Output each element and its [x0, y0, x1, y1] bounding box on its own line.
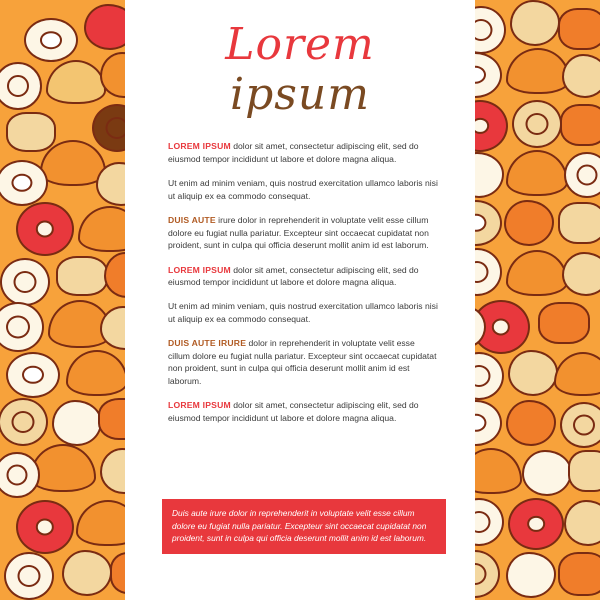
pastry-roll-icon — [56, 256, 108, 296]
paragraph — [168, 264, 438, 289]
footer-text: Duis aute irure dolor in reprehenderit in voluptate velit esse cillum dolore eu fugiat nulla pariatur. Excepteur sint occaecat cupidatat non proident, sunt in culpa qui officia deserunt mollit anim id est laborum. — [172, 508, 427, 544]
paragraph-lead: DUIS AUTE IRURE — [168, 338, 247, 349]
page-title-line-1: Lorem — [225, 19, 375, 70]
content-column — [150, 0, 450, 600]
pastry-swirl-icon — [0, 258, 50, 306]
paragraph — [168, 177, 438, 202]
pastry-roll-icon — [558, 202, 600, 244]
pastry-roll-icon — [6, 112, 56, 152]
paragraph-text: dolor sit amet, consectetur adipiscing elit, sed do eiusmod tempor incididunt ut labore et dolore magna aliqua. — [168, 264, 419, 287]
pastry-donut-icon — [508, 498, 564, 550]
pastry-roll-icon — [560, 104, 600, 146]
pastry-border-right-inner-edge — [450, 0, 475, 600]
pastry-border-left-inner-edge — [125, 0, 150, 600]
pastry-swirl-icon — [4, 552, 54, 600]
pastry-bun-icon — [504, 200, 554, 246]
paragraph-text: dolor sit amet, consectetur adipiscing elit, sed do eiusmod tempor incididunt ut labore et dolore magna aliqua. — [168, 400, 419, 423]
pastry-bun-icon — [522, 450, 572, 496]
paragraph-text: dolor sit amet, consectetur adipiscing elit, sed do eiusmod tempor incididunt ut labore et dolore magna aliqua. — [168, 141, 419, 164]
paragraph-lead: LOREM IPSUM — [168, 400, 231, 411]
pastry-bun-icon — [62, 550, 112, 596]
pastry-bun-icon — [510, 0, 560, 46]
pastry-border-left — [0, 0, 150, 600]
body-copy — [168, 140, 438, 424]
pastry-roll-icon — [558, 552, 600, 596]
pastry-ring-icon — [24, 18, 78, 62]
footer-highlight-band — [162, 499, 446, 554]
paragraph — [168, 399, 438, 424]
title-block — [150, 0, 450, 121]
pastry-ring-icon — [6, 352, 60, 398]
paragraph-lead: LOREM IPSUM — [168, 141, 231, 152]
pastry-swirl-icon — [512, 100, 562, 148]
paragraph — [168, 140, 438, 165]
pastry-bun-icon — [506, 552, 556, 598]
paragraph-lead: DUIS AUTE — [168, 215, 216, 226]
paragraph-text: Ut enim ad minim veniam, quis nostrud exercitation ullamco laboris nisi ut aliquip ex ea commodo consequat. — [168, 301, 438, 324]
paragraph — [168, 337, 438, 387]
pastry-bun-icon — [562, 252, 600, 296]
page-title-line-2: ipsum — [230, 69, 370, 121]
paragraph-lead: LOREM IPSUM — [168, 264, 231, 275]
pastry-bun-icon — [508, 350, 558, 396]
pastry-roll-icon — [568, 450, 600, 492]
paragraph-text: Ut enim ad minim veniam, quis nostrud exercitation ullamco laboris nisi ut aliquip ex ea commodo consequat. — [168, 178, 438, 201]
paragraph — [168, 300, 438, 325]
pastry-roll-icon — [558, 8, 600, 50]
paragraph-text: irure dolor in reprehenderit in voluptate velit esse cillum dolore eu fugiat nulla pariatur. Excepteur sint occaecat cupidatat non proident, sunt in culpa qui officia deserunt mollit anim id est laborum. — [168, 215, 429, 251]
pastry-donut-icon — [16, 202, 74, 256]
pastry-swirl-icon — [560, 402, 600, 448]
pastry-bun-icon — [52, 400, 102, 446]
paragraph-text: dolor in reprehenderit in voluptate velit esse cillum dolore eu fugiat nulla pariatur. Excepteur sint occaecat cupidatat non proident, sunt in culpa qui officia deserunt mollit anim id est laborum. — [168, 338, 437, 386]
pastry-roll-icon — [538, 302, 590, 344]
pastry-bun-icon — [506, 400, 556, 446]
paragraph — [168, 214, 438, 251]
pastry-bun-icon — [562, 54, 600, 98]
pastry-swirl-icon — [0, 398, 48, 446]
pastry-donut-icon — [16, 500, 74, 554]
pastry-border-right — [450, 0, 600, 600]
